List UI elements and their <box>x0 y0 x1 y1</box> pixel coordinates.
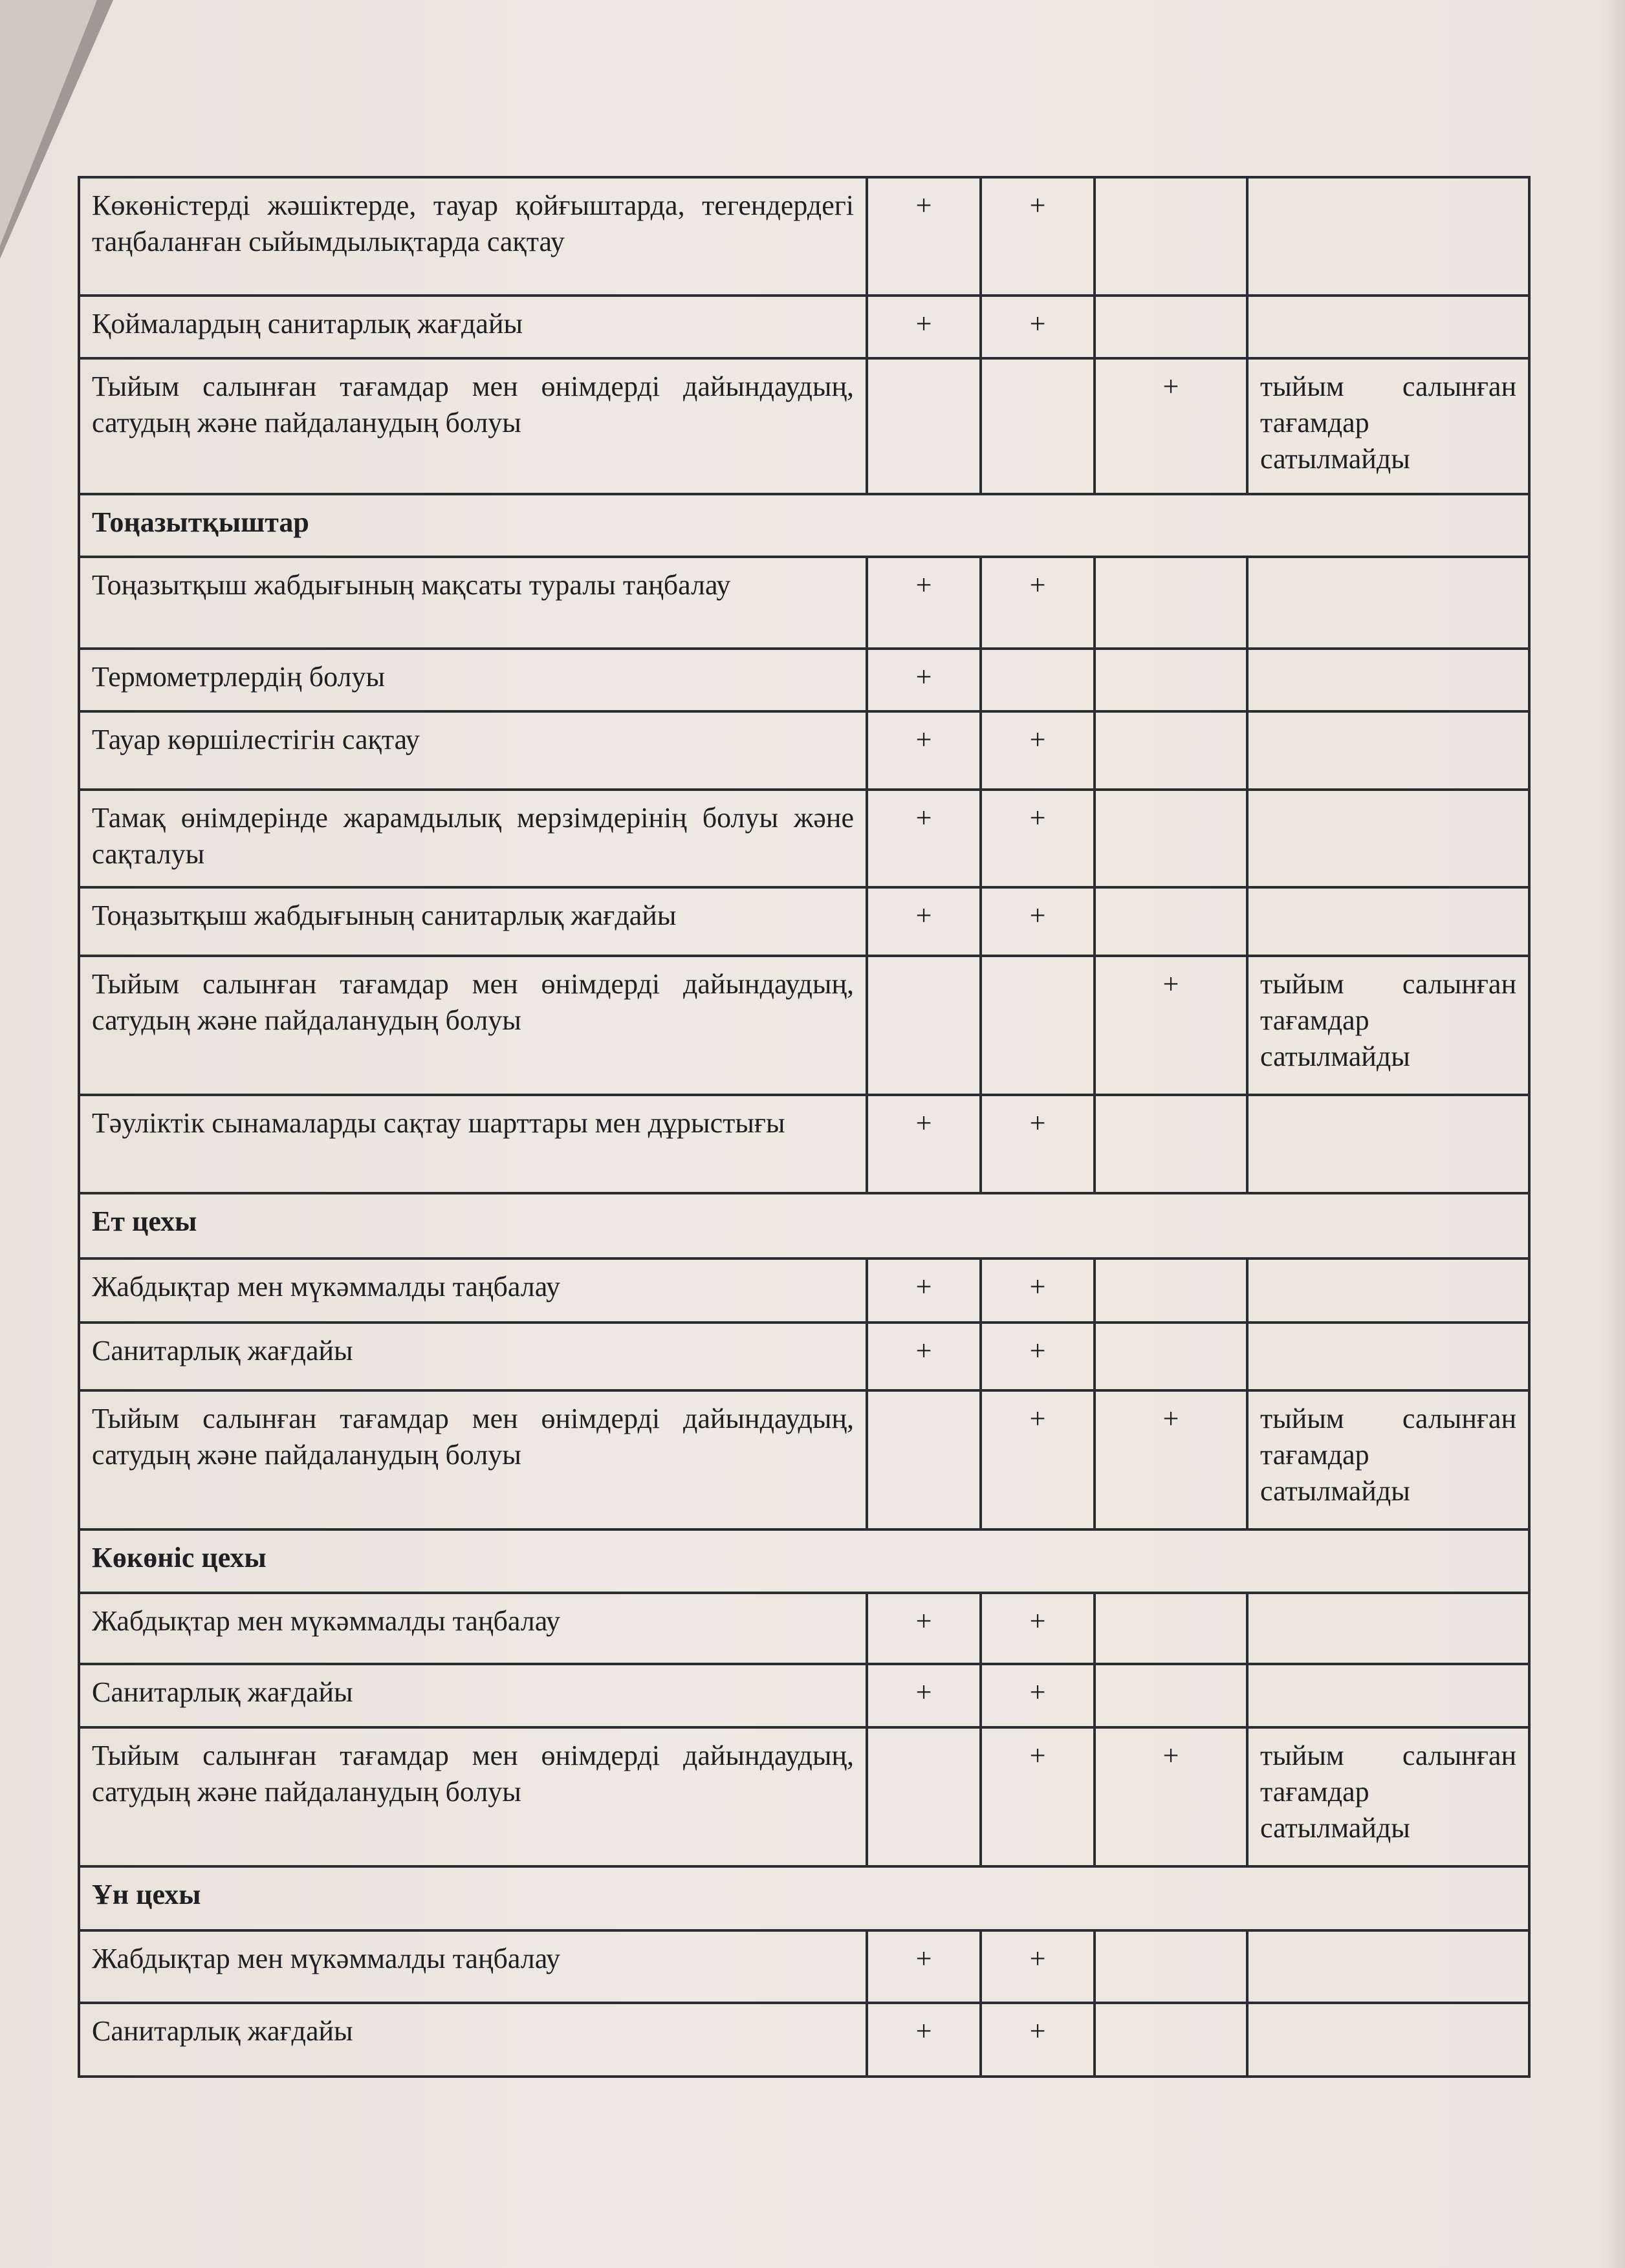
criterion-cell: Тоңазытқыш жабдығының мақсаты туралы таңбалау <box>79 557 867 649</box>
mark-cell-2: + <box>981 2003 1095 2077</box>
mark-cell-1: + <box>867 1664 981 1727</box>
mark-cell-1 <box>867 358 981 494</box>
mark-cell-3 <box>1095 1095 1247 1193</box>
mark-cell-1: + <box>867 2003 981 2077</box>
mark-cell-2: + <box>981 1323 1095 1390</box>
section-row <box>79 1866 1529 1930</box>
note-cell <box>1247 711 1529 790</box>
criterion-cell: Көкөністерді жәшіктерде, тауар қойғыштарда, тегендердегі таңбаланған сыйымдылықтарда сақтау <box>79 177 867 296</box>
criterion-cell: Санитарлық жағдайы <box>79 1664 867 1727</box>
checklist-table <box>78 176 1531 2078</box>
mark-cell-1: + <box>867 557 981 649</box>
table-row <box>79 177 1529 296</box>
mark-cell-2: + <box>981 1664 1095 1727</box>
section-heading: Көкөніс цехы <box>79 1529 1529 1593</box>
criterion-cell: Жабдықтар мен мүкәммалды таңбалау <box>79 1593 867 1664</box>
criterion-cell: Термометрлердің болуы <box>79 649 867 711</box>
mark-cell-1: + <box>867 1258 981 1323</box>
mark-cell-3 <box>1095 649 1247 711</box>
mark-cell-2: + <box>981 711 1095 790</box>
criterion-cell: Тыйым салынған тағамдар мен өнімдерді дайындаудың, сатудың және пайдаланудың болуы <box>79 1727 867 1866</box>
table-row <box>79 887 1529 956</box>
table-row <box>79 1930 1529 2003</box>
criterion-cell: Тамақ өнімдерінде жарамдылық мерзімдерінің болуы және сақталуы <box>79 790 867 887</box>
mark-cell-2: + <box>981 887 1095 956</box>
table-row <box>79 2003 1529 2077</box>
note-cell <box>1247 296 1529 358</box>
mark-cell-2: + <box>981 1095 1095 1193</box>
criterion-cell: Санитарлық жағдайы <box>79 2003 867 2077</box>
mark-cell-1: + <box>867 296 981 358</box>
mark-cell-1 <box>867 1390 981 1529</box>
table-row <box>79 711 1529 790</box>
mark-cell-3: + <box>1095 1390 1247 1529</box>
mark-cell-3 <box>1095 296 1247 358</box>
mark-cell-2: + <box>981 296 1095 358</box>
mark-cell-1: + <box>867 1593 981 1664</box>
table-row <box>79 1390 1529 1529</box>
checklist-body <box>79 177 1529 2077</box>
note-cell: тыйым салынған тағамдар сатылмайды <box>1247 1727 1529 1866</box>
table-row <box>79 1727 1529 1866</box>
mark-cell-1: + <box>867 790 981 887</box>
note-cell <box>1247 557 1529 649</box>
criterion-cell: Қоймалардың санитарлық жағдайы <box>79 296 867 358</box>
criterion-cell: Жабдықтар мен мүкәммалды таңбалау <box>79 1930 867 2003</box>
section-heading: Тоңазытқыштар <box>79 494 1529 557</box>
mark-cell-3 <box>1095 1593 1247 1664</box>
mark-cell-3: + <box>1095 1727 1247 1866</box>
section-row <box>79 494 1529 557</box>
mark-cell-2: + <box>981 1593 1095 1664</box>
table-row <box>79 790 1529 887</box>
mark-cell-3 <box>1095 887 1247 956</box>
section-row <box>79 1193 1529 1258</box>
mark-cell-1: + <box>867 1323 981 1390</box>
mark-cell-2: + <box>981 1258 1095 1323</box>
mark-cell-3 <box>1095 1664 1247 1727</box>
mark-cell-2: + <box>981 1390 1095 1529</box>
section-heading: Ет цехы <box>79 1193 1529 1258</box>
note-cell <box>1247 1664 1529 1727</box>
mark-cell-2: + <box>981 557 1095 649</box>
mark-cell-2 <box>981 649 1095 711</box>
criterion-cell: Тыйым салынған тағамдар мен өнімдерді дайындаудың, сатудың және пайдаланудың болуы <box>79 358 867 494</box>
note-cell <box>1247 790 1529 887</box>
mark-cell-1 <box>867 956 981 1095</box>
mark-cell-3: + <box>1095 358 1247 494</box>
mark-cell-1: + <box>867 887 981 956</box>
mark-cell-2 <box>981 956 1095 1095</box>
mark-cell-2: + <box>981 790 1095 887</box>
criterion-cell: Тауар көршілестігін сақтау <box>79 711 867 790</box>
mark-cell-3 <box>1095 2003 1247 2077</box>
note-cell <box>1247 887 1529 956</box>
table-row <box>79 358 1529 494</box>
table-row <box>79 1095 1529 1193</box>
criterion-cell: Тоңазытқыш жабдығының санитарлық жағдайы <box>79 887 867 956</box>
note-cell: тыйым салынған тағамдар сатылмайды <box>1247 358 1529 494</box>
mark-cell-2: + <box>981 1727 1095 1866</box>
note-cell <box>1247 1323 1529 1390</box>
table-row <box>79 1664 1529 1727</box>
mark-cell-3 <box>1095 1323 1247 1390</box>
mark-cell-3: + <box>1095 956 1247 1095</box>
table-row <box>79 557 1529 649</box>
mark-cell-2: + <box>981 1930 1095 2003</box>
mark-cell-3 <box>1095 711 1247 790</box>
table-row <box>79 296 1529 358</box>
table-row <box>79 1323 1529 1390</box>
section-row <box>79 1529 1529 1593</box>
note-cell <box>1247 1930 1529 2003</box>
note-cell <box>1247 1258 1529 1323</box>
mark-cell-2: + <box>981 177 1095 296</box>
note-cell <box>1247 649 1529 711</box>
criterion-cell: Тәуліктік сынамаларды сақтау шарттары мен дұрыстығы <box>79 1095 867 1193</box>
note-cell <box>1247 2003 1529 2077</box>
note-cell: тыйым салынған тағамдар сатылмайды <box>1247 956 1529 1095</box>
note-cell: тыйым салынған тағамдар сатылмайды <box>1247 1390 1529 1529</box>
mark-cell-1 <box>867 1727 981 1866</box>
mark-cell-1: + <box>867 177 981 296</box>
criterion-cell: Тыйым салынған тағамдар мен өнімдерді дайындаудың, сатудың және пайдаланудың болуы <box>79 1390 867 1529</box>
mark-cell-3 <box>1095 1930 1247 2003</box>
mark-cell-3 <box>1095 177 1247 296</box>
mark-cell-1: + <box>867 1930 981 2003</box>
criterion-cell: Санитарлық жағдайы <box>79 1323 867 1390</box>
page-edge-shadow <box>1599 0 1625 2268</box>
mark-cell-3 <box>1095 1258 1247 1323</box>
table-row <box>79 1593 1529 1664</box>
mark-cell-3 <box>1095 557 1247 649</box>
mark-cell-2 <box>981 358 1095 494</box>
table-row <box>79 1258 1529 1323</box>
section-heading: Ұн цехы <box>79 1866 1529 1930</box>
mark-cell-1: + <box>867 711 981 790</box>
mark-cell-1: + <box>867 1095 981 1193</box>
table-row <box>79 649 1529 711</box>
mark-cell-1: + <box>867 649 981 711</box>
note-cell <box>1247 1095 1529 1193</box>
table-row <box>79 956 1529 1095</box>
note-cell <box>1247 1593 1529 1664</box>
criterion-cell: Жабдықтар мен мүкәммалды таңбалау <box>79 1258 867 1323</box>
mark-cell-3 <box>1095 790 1247 887</box>
criterion-cell: Тыйым салынған тағамдар мен өнімдерді дайындаудың, сатудың және пайдаланудың болуы <box>79 956 867 1095</box>
note-cell <box>1247 177 1529 296</box>
